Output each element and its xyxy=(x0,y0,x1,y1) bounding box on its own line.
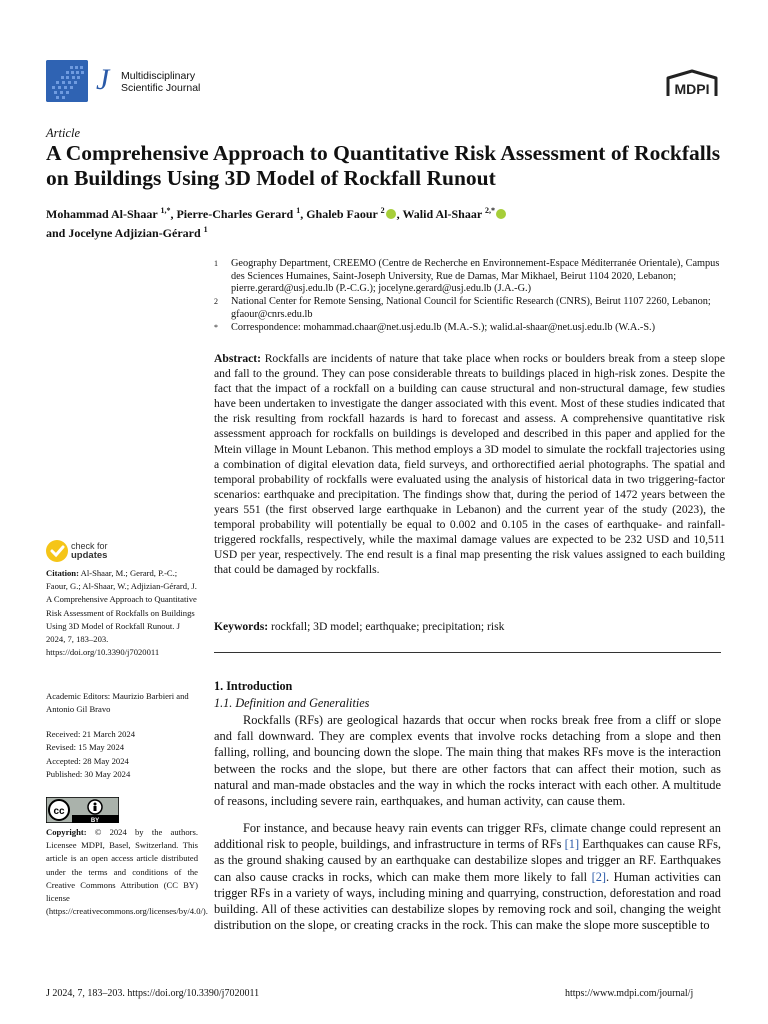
date-received: Received: 21 March 2024 xyxy=(46,729,136,739)
abstract xyxy=(214,351,725,577)
date-revised: Revised: 15 May 2024 xyxy=(46,742,125,752)
check-for-updates-label[interactable]: updates xyxy=(71,550,108,561)
journal-letter: J xyxy=(96,63,110,96)
keywords xyxy=(214,619,725,634)
footer-citation: J 2024, 7, 183–203. https://doi.org/10.3390/j7020011 xyxy=(46,988,260,999)
copyright: Copyright: © 2024 by the authors. Licensee MDPI, Basel, Switzerland. This article is an open access article distributed under the terms and conditions of the Creative Commons Attribution (CC BY) license (https://creativecommons.org/licenses/by/4.0/). xyxy=(46,827,208,917)
keywords-label: Keywords: xyxy=(214,620,269,633)
author-name[interactable]: Pierre-Charles Gerard xyxy=(176,207,294,221)
intro-paragraph-1: Rockfalls (RFs) are geological hazards that occur when rocks break free from a cliff or slope and fall downward. They are complex events that involve rocks detaching from a slope and then falling, rolling, and bouncing down the slope. The main thing that makes RFs move is the interaction between the rocks and the slope, but there are other factors that can affect their motion, such as natural and man-made obstacles and the way in which the rocks interact with each other. A multitude of reasons, including severe rain, earthquakes, and human activity, can cause them. xyxy=(214,713,721,809)
journal-logo-icon xyxy=(46,60,88,102)
author-name[interactable]: Ghaleb Faour xyxy=(306,207,378,221)
article-type: Article xyxy=(46,126,81,140)
svg-text:BY: BY xyxy=(90,818,100,823)
intro-paragraph-2: For instance, and because heavy rain events can trigger RFs, climate change could represent an additional risk to people, buildings, and infrastructure in terms of RFs [1] Earthquakes can cause RFs, as the ground shaking caused by an earthquake can destabilize slopes and trigger an RF. Earthquakes can also cause cracks in rocks, which can make them more likely to fall [2]. Human activities can trigger RFs in a variety of ways, including mining and quarrying, construction, deforestation and road building. All of these activities can destabilize slopes by removing rock and soil, changing the weight distribution on the slope, or creating cracks in the rock. This can make the slope more susceptible to xyxy=(214,821,721,933)
author-name[interactable]: Walid Al-Shaar xyxy=(402,207,482,221)
check-for-updates-label[interactable]: check for xyxy=(71,541,108,551)
citation: Citation: Al-Shaar, M.; Gerard, P.-C.; Faour, G.; Al-Shaar, W.; Adjizian-Gérard, J. A Comprehensive Approach to Quantitative Risk Assessment of Rockfalls on Buildings Using 3D Model of Rockfall Runout. J 2024, 7, 183–203. https://doi.org/10.3390/j7020011 xyxy=(46,568,197,658)
cc-by-license-icon[interactable] xyxy=(46,797,119,823)
orcid-icon[interactable] xyxy=(386,209,396,219)
date-accepted: Accepted: 28 May 2024 xyxy=(46,756,129,766)
reference-link[interactable]: [2] xyxy=(591,869,607,884)
abstract-label: Abstract: xyxy=(214,352,262,365)
orcid-icon[interactable] xyxy=(496,209,506,219)
mdpi-logo-icon xyxy=(664,68,720,100)
footer-journal-url[interactable]: https://www.mdpi.com/journal/j xyxy=(565,988,694,999)
journal-name: Multidisciplinary Scientific Journal xyxy=(121,70,201,94)
author-list: Mohammad Al-Shaar $^{1,*}$, Pierre-Charles Gerard $^1$, Ghaleb Faour $^2$ , Walid Al-Shaar $^{2,*}$ and Jocelyne Adjizian-Gérard $^1$ xyxy=(46,203,666,241)
affiliation-2: 2 National Center for Remote Sensing, National Council for Scientific Research (CNRS), Beirut 1107 2260, Lebanon; gfaour@cnrs.edu.lb xyxy=(214,296,711,320)
correspondence: * Correspondence: mohammad.chaar@net.usj.edu.lb (M.A.-S.); walid.al-shaar@net.usj.edu.lb (W.A.-S.) xyxy=(214,322,656,333)
section-heading: 1. Introduction xyxy=(214,679,293,693)
author-name[interactable]: Mohammad Al-Shaar xyxy=(46,207,158,221)
keywords-text: rockfall; 3D model; earthquake; precipitation; risk xyxy=(271,620,505,633)
subsection-heading: 1.1. Definition and Generalities xyxy=(214,696,370,710)
author-name[interactable]: Jocelyne Adjizian-Gérard xyxy=(68,226,201,240)
svg-text:MDPI: MDPI xyxy=(674,81,710,97)
date-published: Published: 30 May 2024 xyxy=(46,769,131,779)
abstract-text: Rockfalls are incidents of nature that take place when rocks or boulders break from a steep slope and fall to the ground. They can pose considerable threats to buildings placed in high-risk zones. Despite the fact that the impact of a rockfall on a building can cause structural and non-structural damage, few studies have been undertaken to investigate the danger associated with this event. Most of these studies indicated that the risk resulting from rockfall hazards is hard to forecast and assess. A comprehensive quantitative risk assessment approach for rockfalls on buildings is developed and described in this paper and applied for the Mtein village in Mount Lebanon. This method employs a 3D model to simulate the rockfall trajectories using a combination of digital elevation data, field surveys, and orthorectified aerial photographs. The spatial and temporal probability of rockfalls were evaluated using the analysis of historical data in two triggering-factor scenarios: earthquake and precipitation. The findings show that, during the period of 1472 years between the years 551 (the first observed large earthquake in Lebanon) and the current year of the study (2023), the temporal probability will potentially be equal to 0.002 and 0.105 in the cases of earthquake- and rainfall-triggered rockfalls, respectively, while the maximal damage values are expected to be 232 USD and 10,511 USD per year, respectively. The end result is a final map presenting the risk values assigned to each building that could be damaged by rockfalls. xyxy=(214,352,725,577)
affiliation-1: 1 Geography Department, CREEMO (Centre de Recherche en Environnement-Espace Méditerranée Orientale), Campus des Sciences Humaines, Saint-Joseph University, Rue de Damas, Mar Mikhael, Beirut 1104 2020, Lebanon; pierre.gerard@usj.edu.lb (P.-C.G.); jocelyne.gerard@usj.edu.lb (J.A.-G.) xyxy=(214,258,720,294)
svg-text:cc: cc xyxy=(53,806,65,817)
academic-editors: Academic Editors: Maurizio Barbieri and Antonio Gil Bravo xyxy=(46,691,189,715)
section-divider xyxy=(214,652,721,653)
article-title: A Comprehensive Approach to Quantitative Risk Assessment of Rockfalls on Buildings Using 3D Model of Rockfall Runout xyxy=(46,141,721,190)
check-for-updates-icon[interactable] xyxy=(46,540,68,562)
reference-link[interactable]: [1] xyxy=(564,837,580,852)
